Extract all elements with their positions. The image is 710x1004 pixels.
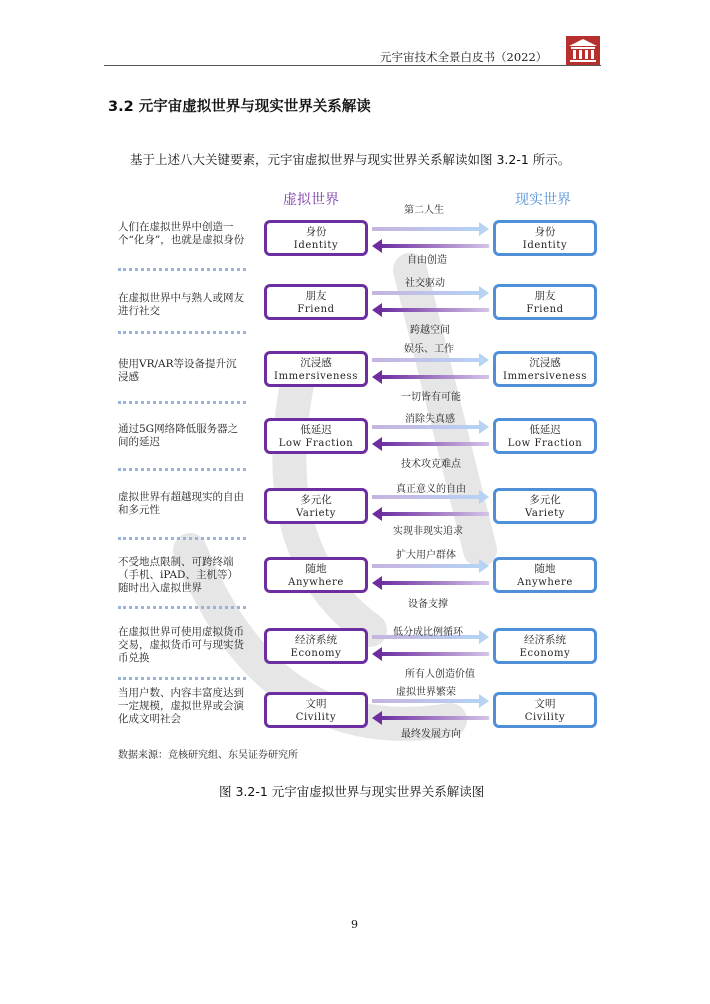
to-virtual-arrow <box>372 437 489 451</box>
box-en-label: Economy <box>290 648 342 659</box>
box-en-label: Friend <box>526 304 564 315</box>
figure-caption: 图 3.2-1 元宇宙虚拟世界与现实世界关系解读图 <box>219 784 485 799</box>
row-description: 使用VR/AR等设备提升沉浸感 <box>118 358 237 383</box>
data-source-note: 数据来源：竞核研究组、东吴证券研究所 <box>118 750 298 761</box>
to-real-label: 扩大用户群体 <box>396 550 456 561</box>
running-header-title: 元宇宙技术全景白皮书（2022） <box>380 50 548 64</box>
box-cn-label: 经济系统 <box>295 634 337 646</box>
real-box-low-fraction <box>493 418 597 454</box>
real-world-title: 现实世界 <box>515 192 571 208</box>
box-cn-label: 沉浸感 <box>529 357 561 369</box>
box-en-label: Low Fraction <box>507 438 583 449</box>
virtual-box-low-fraction <box>264 418 368 454</box>
box-cn-label: 多元化 <box>529 494 561 506</box>
to-virtual-label: 一切皆有可能 <box>401 392 461 403</box>
section-heading: 3.2 元宇宙虚拟世界与现实世界关系解读 <box>108 99 371 115</box>
box-cn-label: 身份 <box>534 226 556 238</box>
virtual-box-friend <box>264 284 368 320</box>
real-box-identity <box>493 220 597 256</box>
real-box-civility <box>493 692 597 728</box>
box-cn-label: 文明 <box>305 698 327 710</box>
dotted-separator <box>118 401 246 404</box>
to-virtual-arrow <box>372 711 489 725</box>
row-description: 通过5G网络降低服务器之间的延迟 <box>118 423 239 448</box>
to-real-label: 社交驱动 <box>405 278 445 289</box>
to-real-label: 娱乐、工作 <box>404 344 454 355</box>
page-number: 9 <box>351 918 358 931</box>
box-en-label: Economy <box>519 648 571 659</box>
box-en-label: Variety <box>524 508 566 519</box>
to-real-label: 第二人生 <box>404 205 444 216</box>
real-box-friend <box>493 284 597 320</box>
virtual-box-civility <box>264 692 368 728</box>
real-box-immersiveness <box>493 351 597 387</box>
to-real-label: 消除失真感 <box>405 414 455 425</box>
box-cn-label: 随地 <box>305 563 327 575</box>
row-description: 在虚拟世界中与熟人或网友进行社交 <box>118 292 244 317</box>
box-en-label: Friend <box>297 304 335 315</box>
to-virtual-label: 最终发展方向 <box>401 729 461 740</box>
box-cn-label: 朋友 <box>305 290 327 302</box>
to-real-arrow <box>372 222 489 236</box>
to-virtual-label: 自由创造 <box>407 255 447 266</box>
to-virtual-label: 设备支撑 <box>408 599 448 610</box>
to-virtual-arrow <box>372 303 489 317</box>
box-cn-label: 低延迟 <box>529 424 561 436</box>
real-box-variety <box>493 488 597 524</box>
virtual-box-identity <box>264 220 368 256</box>
dotted-separator <box>118 677 246 680</box>
box-en-label: Variety <box>295 508 337 519</box>
row-description: 当用户数、内容丰富度达到一定规模，虚拟世界或会演化成文明社会 <box>118 687 244 725</box>
box-en-label: Low Fraction <box>278 438 354 449</box>
box-en-label: Civility <box>295 712 337 723</box>
virtual-box-economy <box>264 628 368 664</box>
row-description: 虚拟世界有超越现实的自由和多元性 <box>118 491 244 516</box>
to-virtual-label: 技术攻克难点 <box>401 459 461 470</box>
intro-paragraph: 基于上述八大关键要素，元宇宙虚拟世界与现实世界关系解读如图 3.2-1 所示。 <box>130 152 571 167</box>
box-cn-label: 朋友 <box>534 290 556 302</box>
box-cn-label: 低延迟 <box>300 424 332 436</box>
to-virtual-label: 实现非现实追求 <box>393 526 463 537</box>
to-real-label: 虚拟世界繁荣 <box>396 687 456 698</box>
box-cn-label: 多元化 <box>300 494 332 506</box>
to-virtual-label: 跨越空间 <box>410 325 450 336</box>
dotted-separator <box>118 268 246 271</box>
dotted-separator <box>118 606 246 609</box>
box-en-label: Identity <box>293 240 339 251</box>
to-real-arrow <box>372 353 489 367</box>
box-en-label: Identity <box>522 240 568 251</box>
dotted-separator <box>118 468 246 471</box>
box-cn-label: 经济系统 <box>524 634 566 646</box>
virtual-world-title: 虚拟世界 <box>283 192 339 208</box>
virtual-box-immersiveness <box>264 351 368 387</box>
box-en-label: Immersiveness <box>274 371 358 382</box>
real-box-anywhere <box>493 557 597 593</box>
row-description: 不受地点限制、可跨终端（手机、iPAD、主机等）随时出入虚拟世界 <box>118 556 238 594</box>
box-cn-label: 沉浸感 <box>300 357 332 369</box>
row-description: 在虚拟世界可使用虚拟货币交易，虚拟货币可与现实货币兑换 <box>118 626 244 664</box>
to-virtual-arrow <box>372 647 489 661</box>
to-virtual-label: 所有人创造价值 <box>405 669 475 680</box>
to-real-arrow <box>372 559 489 573</box>
box-en-label: Civility <box>524 712 566 723</box>
dotted-separator <box>118 537 246 540</box>
virtual-box-anywhere <box>264 557 368 593</box>
to-real-label: 低分成比例循环 <box>393 627 463 638</box>
box-cn-label: 随地 <box>534 563 556 575</box>
box-cn-label: 身份 <box>305 226 327 238</box>
box-en-label: Anywhere <box>517 577 573 588</box>
box-en-label: Immersiveness <box>503 371 587 382</box>
to-real-label: 真正意义的自由 <box>396 484 466 495</box>
to-virtual-arrow <box>372 370 489 384</box>
to-virtual-arrow <box>372 507 489 521</box>
box-en-label: Anywhere <box>288 577 344 588</box>
box-cn-label: 文明 <box>534 698 556 710</box>
real-box-economy <box>493 628 597 664</box>
to-virtual-arrow <box>372 576 489 590</box>
row-description: 人们在虚拟世界中创造一个“化身”，也就是虚拟身份 <box>118 221 245 246</box>
virtual-box-variety <box>264 488 368 524</box>
dotted-separator <box>118 331 246 334</box>
